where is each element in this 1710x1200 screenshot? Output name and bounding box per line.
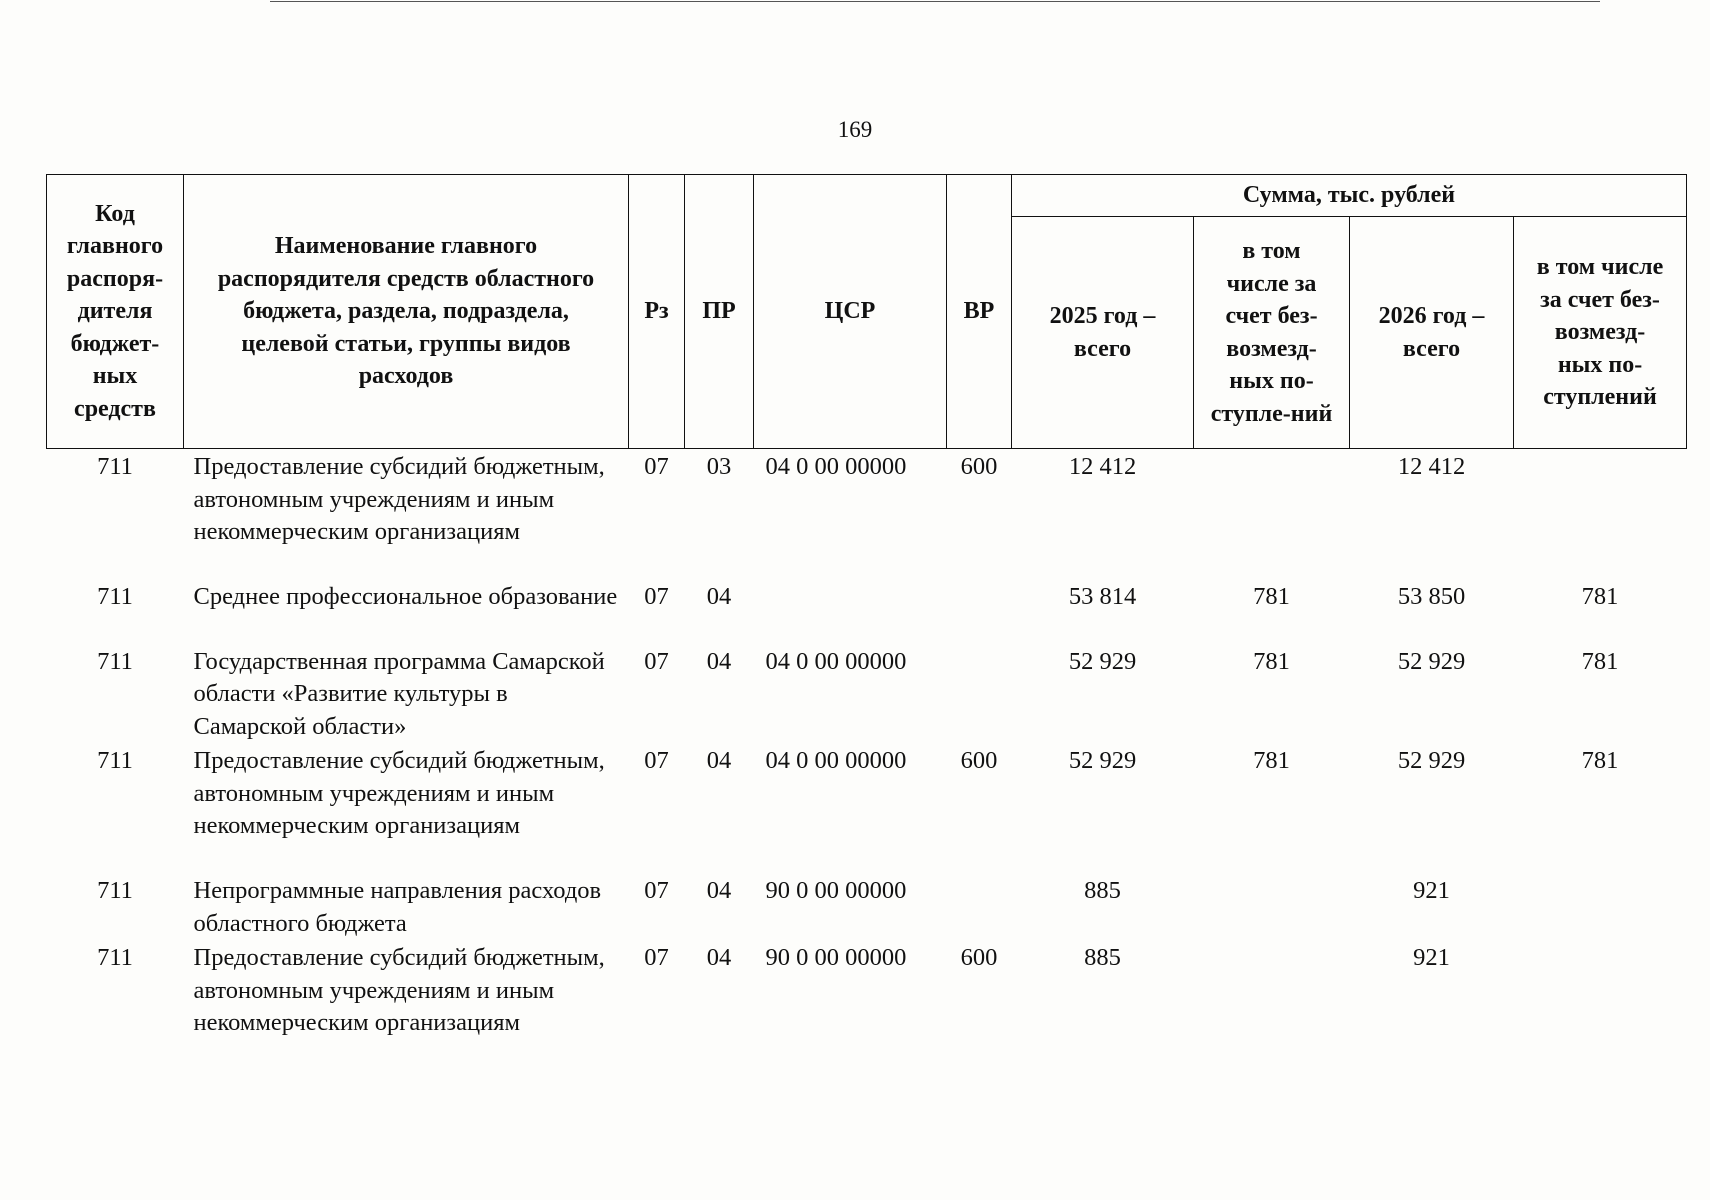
cell-2025-total: 53 814 — [1068, 582, 1137, 610]
cell-code: 711 — [97, 453, 133, 480]
cell-csr: 04 0 00 00000 — [765, 453, 907, 480]
cell-2026-grants — [1514, 940, 1687, 1070]
cell-rz: 07 — [644, 944, 669, 971]
cell-2026-grants: 781 — [1581, 582, 1619, 610]
header-name: Наименование главного распорядителя средств областного бюджета, раздела, подраздела, целевой статьи, группы видов расходов — [184, 175, 629, 449]
cell-2026-grants: 781 — [1581, 647, 1619, 675]
cell-rz: 07 — [644, 647, 669, 675]
header-2026-grants: в том числе за счет без-возмезд-ных по-ступлений — [1514, 217, 1687, 449]
cell-2025-grants: 781 — [1253, 747, 1290, 774]
header-vr: ВР — [947, 175, 1012, 449]
cell-2025-grants — [1194, 940, 1350, 1070]
table-body — [47, 449, 1687, 1071]
page-number: 169 — [837, 117, 873, 142]
cell-2026-total: 52 929 — [1397, 647, 1466, 675]
cell-pr: 04 — [706, 747, 732, 774]
header-2026-total: 2026 год – всего — [1350, 217, 1514, 449]
cell-2025-total: 52 929 — [1068, 647, 1137, 675]
cell-vr — [947, 579, 1012, 644]
cell-csr: 04 0 00 00000 — [765, 647, 907, 675]
cell-2026-grants — [1514, 873, 1687, 940]
top-rule — [270, 1, 1600, 2]
cell-name: Непрограммные направления расходов областного бюджета — [193, 877, 602, 937]
cell-code: 711 — [97, 944, 133, 971]
table-row — [47, 449, 1687, 579]
cell-2025-grants: 781 — [1253, 647, 1290, 675]
table-row — [47, 873, 1687, 940]
header-csr: ЦСР — [754, 175, 947, 449]
cell-csr: 90 0 00 00000 — [765, 877, 907, 904]
table-row — [47, 940, 1687, 1070]
cell-pr: 03 — [706, 453, 732, 480]
table-row — [47, 579, 1687, 644]
cell-rz: 07 — [644, 582, 669, 610]
cell-pr: 04 — [706, 944, 732, 971]
cell-vr — [947, 873, 1012, 940]
cell-pr: 04 — [706, 582, 732, 610]
cell-name: Среднее профессиональное образование — [193, 582, 618, 610]
cell-2026-grants: 781 — [1581, 747, 1619, 774]
cell-pr: 04 — [706, 877, 732, 904]
cell-vr: 600 — [960, 944, 998, 971]
cell-vr: 600 — [960, 453, 998, 480]
cell-rz: 07 — [644, 453, 669, 480]
cell-rz: 07 — [644, 877, 669, 904]
table-row — [47, 743, 1687, 873]
cell-name: Предоставление субсидий бюджетным, автономным учреждениям и иным некоммерческим организациям — [193, 944, 605, 1036]
cell-2026-total: 921 — [1413, 877, 1450, 904]
header-pr: ПР — [685, 175, 754, 449]
header-2025-grants: в том числе за счет без-возмезд-ных по-ступле-ний — [1194, 217, 1350, 449]
cell-2025-grants: 781 — [1253, 582, 1290, 610]
cell-2026-total: 921 — [1413, 944, 1450, 971]
cell-rz: 07 — [644, 747, 669, 774]
cell-name: Предоставление субсидий бюджетным, автономным учреждениям и иным некоммерческим организациям — [193, 747, 605, 839]
cell-csr — [754, 579, 947, 644]
header-sum-group: Сумма, тыс. рублей — [1012, 175, 1687, 217]
cell-2026-total: 53 850 — [1397, 582, 1466, 610]
cell-code: 711 — [97, 747, 133, 774]
cell-code: 711 — [97, 647, 133, 675]
cell-vr: 600 — [960, 747, 998, 774]
header-code: Код главного распоря-дителя бюджет-ных средств — [47, 175, 184, 449]
header-2025-total: 2025 год – всего — [1012, 217, 1194, 449]
cell-2025-total: 52 929 — [1068, 747, 1137, 774]
cell-code: 711 — [97, 582, 133, 610]
cell-2025-grants — [1194, 873, 1350, 940]
cell-2025-grants — [1194, 449, 1350, 579]
cell-2026-grants — [1514, 449, 1687, 579]
cell-2026-total: 12 412 — [1397, 453, 1466, 480]
table-header — [47, 175, 1687, 449]
cell-pr: 04 — [706, 647, 732, 675]
table-row — [47, 644, 1687, 744]
cell-2026-total: 52 929 — [1397, 747, 1466, 774]
cell-csr: 04 0 00 00000 — [765, 747, 907, 774]
cell-code: 711 — [97, 877, 133, 904]
header-rz: Рз — [629, 175, 685, 449]
cell-name: Государственная программа Самарской области «Развитие культуры в Самарской области» — [193, 647, 605, 740]
cell-2025-total: 885 — [1084, 944, 1121, 971]
cell-csr: 90 0 00 00000 — [765, 944, 907, 971]
cell-2025-total: 885 — [1084, 877, 1121, 904]
cell-name: Предоставление субсидий бюджетным, автономным учреждениям и иным некоммерческим организациям — [193, 453, 605, 545]
cell-2025-total: 12 412 — [1068, 453, 1137, 480]
cell-vr — [947, 644, 1012, 744]
budget-table — [46, 174, 1687, 1070]
